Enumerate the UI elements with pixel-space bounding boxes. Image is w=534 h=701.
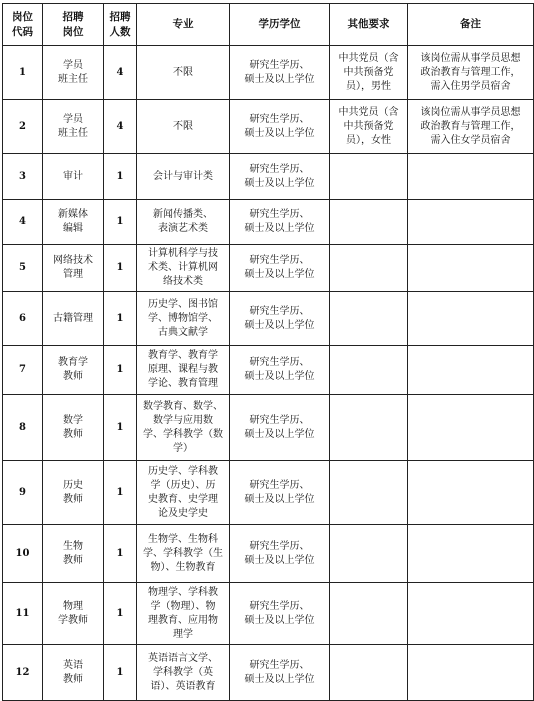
post-code-cell: 7 [3,346,43,395]
notes-cell [408,525,534,583]
table-row [3,200,534,245]
other-requirements-cell: 中共党员（含 中共预备党 员），男性 [330,46,408,100]
table-row [3,346,534,395]
degree-cell: 研究生学历、 硕士及以上学位 [230,645,330,701]
hire-count-cell: 1 [104,200,137,245]
hire-count-cell: 4 [104,100,137,154]
hire-count-cell: 1 [104,395,137,461]
degree-cell: 研究生学历、 硕士及以上学位 [230,154,330,200]
major-cell: 计算机科学与技 术类、计算机网 络技术类 [137,245,230,292]
post-name-cell: 物理 学教师 [43,583,104,645]
post-name-cell: 古籍管理 [43,292,104,346]
post-name-cell: 新媒体 编辑 [43,200,104,245]
degree-cell: 研究生学历、 硕士及以上学位 [230,46,330,100]
major-cell: 物理学、学科教 学（物理）、物 理教育、应用物 理学 [137,583,230,645]
notes-cell [408,292,534,346]
post-name-cell: 教育学 教师 [43,346,104,395]
header-major: 专业 [137,4,230,46]
post-name-cell: 生物 教师 [43,525,104,583]
notes-cell: 该岗位需从事学员思想 政治教育与管理工作， 需入住女学员宿舍 [408,100,534,154]
notes-cell [408,461,534,525]
major-cell: 不限 [137,100,230,154]
hire-count-cell: 1 [104,525,137,583]
hire-count-cell: 1 [104,461,137,525]
header-notes: 备注 [408,4,534,46]
post-code-cell: 12 [3,645,43,701]
notes-cell [408,154,534,200]
table-row [3,292,534,346]
table-body [3,46,534,701]
degree-cell: 研究生学历、 硕士及以上学位 [230,245,330,292]
notes-cell: 该岗位需从事学员思想 政治教育与管理工作， 需入住男学员宿舍 [408,46,534,100]
post-code-cell: 5 [3,245,43,292]
header-hire-count: 招聘 人数 [104,4,137,46]
hire-count-cell: 1 [104,645,137,701]
other-requirements-cell: 中共党员（含 中共预备党 员），女性 [330,100,408,154]
hire-count-cell: 4 [104,46,137,100]
degree-cell: 研究生学历、 硕士及以上学位 [230,346,330,395]
header-post-name: 招聘 岗位 [43,4,104,46]
recruitment-table [2,3,534,701]
post-name-cell: 网络技术 管理 [43,245,104,292]
post-name-cell: 英语 教师 [43,645,104,701]
header-post-code: 岗位 代码 [3,4,43,46]
other-requirements-cell [330,525,408,583]
post-name-cell: 学员 班主任 [43,46,104,100]
header-other-requirements: 其他要求 [330,4,408,46]
other-requirements-cell [330,645,408,701]
notes-cell [408,346,534,395]
post-code-cell: 8 [3,395,43,461]
table-row [3,46,534,100]
table-row [3,154,534,200]
notes-cell [408,583,534,645]
hire-count-cell: 1 [104,292,137,346]
post-name-cell: 审计 [43,154,104,200]
table-row [3,645,534,701]
other-requirements-cell [330,461,408,525]
degree-cell: 研究生学历、 硕士及以上学位 [230,583,330,645]
degree-cell: 研究生学历、 硕士及以上学位 [230,200,330,245]
hire-count-cell: 1 [104,154,137,200]
header-degree: 学历学位 [230,4,330,46]
table-row [3,461,534,525]
major-cell: 会计与审计类 [137,154,230,200]
major-cell: 英语语言文学、 学科教学（英 语）、英语教育 [137,645,230,701]
other-requirements-cell [330,200,408,245]
other-requirements-cell [330,292,408,346]
major-cell: 历史学、学科教 学（历史）、历 史教育、史学理 论及史学史 [137,461,230,525]
other-requirements-cell [330,245,408,292]
degree-cell: 研究生学历、 硕士及以上学位 [230,292,330,346]
post-code-cell: 6 [3,292,43,346]
major-cell: 不限 [137,46,230,100]
post-code-cell: 4 [3,200,43,245]
degree-cell: 研究生学历、 硕士及以上学位 [230,461,330,525]
other-requirements-cell [330,346,408,395]
table-row [3,100,534,154]
post-code-cell: 9 [3,461,43,525]
hire-count-cell: 1 [104,245,137,292]
major-cell: 历史学、图书馆 学、博物馆学、 古典文献学 [137,292,230,346]
table-row [3,525,534,583]
notes-cell [408,645,534,701]
degree-cell: 研究生学历、 硕士及以上学位 [230,395,330,461]
table-header [3,4,534,46]
other-requirements-cell [330,395,408,461]
notes-cell [408,395,534,461]
major-cell: 教育学、教育学 原理、课程与教 学论、教育管理 [137,346,230,395]
notes-cell [408,245,534,292]
notes-cell [408,200,534,245]
post-code-cell: 10 [3,525,43,583]
degree-cell: 研究生学历、 硕士及以上学位 [230,525,330,583]
major-cell: 数学教育、数学、 数学与应用数 学、学科教学（数 学） [137,395,230,461]
other-requirements-cell [330,154,408,200]
post-code-cell: 1 [3,46,43,100]
major-cell: 新闻传播类、 表演艺术类 [137,200,230,245]
other-requirements-cell [330,583,408,645]
post-code-cell: 11 [3,583,43,645]
post-code-cell: 3 [3,154,43,200]
post-name-cell: 历史 教师 [43,461,104,525]
post-name-cell: 数学 教师 [43,395,104,461]
post-code-cell: 2 [3,100,43,154]
degree-cell: 研究生学历、 硕士及以上学位 [230,100,330,154]
header-row [3,4,534,46]
hire-count-cell: 1 [104,583,137,645]
table-row [3,583,534,645]
major-cell: 生物学、生物科 学、学科教学（生 物）、生物教育 [137,525,230,583]
table-row [3,245,534,292]
post-name-cell: 学员 班主任 [43,100,104,154]
table-row [3,395,534,461]
hire-count-cell: 1 [104,346,137,395]
